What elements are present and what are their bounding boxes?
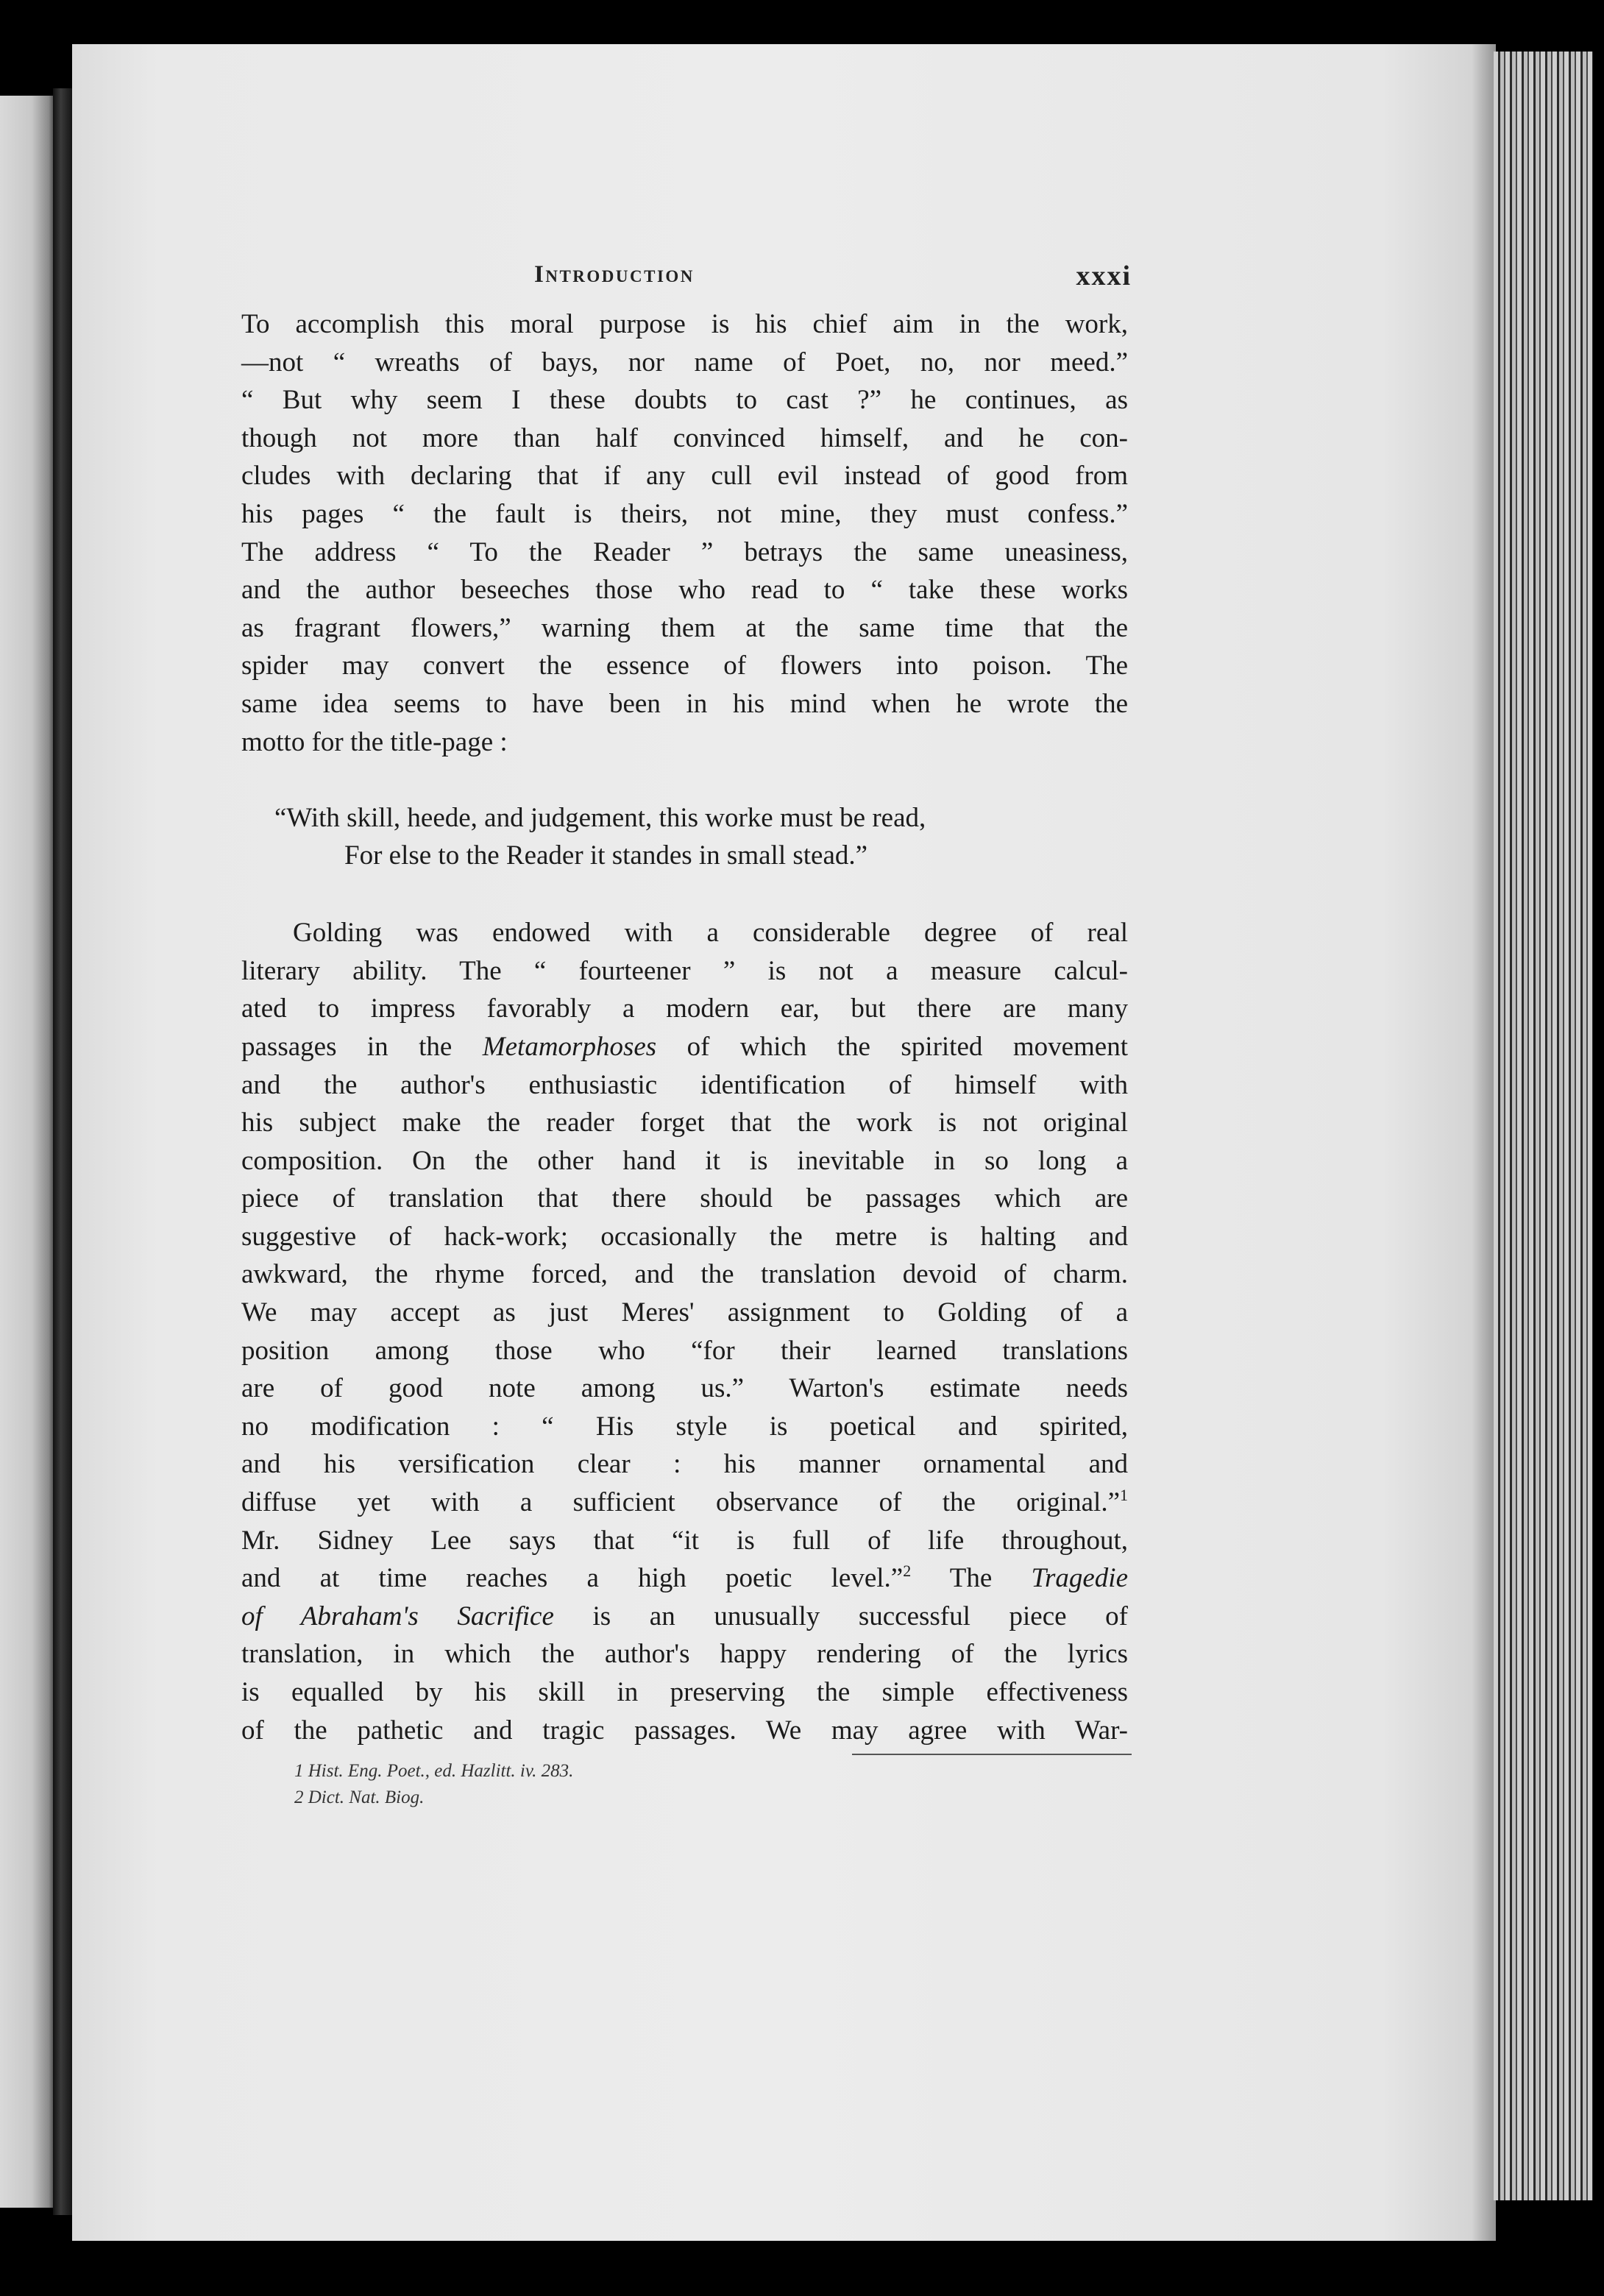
text-line: Golding was endowed with a considerable degree of real <box>293 918 1128 949</box>
text-line: no modification : “ His style is poetical and spirited, <box>241 1411 1128 1442</box>
text-line: Mr. Sidney Lee says that “it is full of life throughout, <box>241 1525 1128 1556</box>
text-line <box>241 1484 1128 1522</box>
work-title: Tragedie <box>1031 1563 1129 1594</box>
verse-line: For else to the Reader it standes in small stead.” <box>344 840 868 871</box>
text-line <box>241 1028 1128 1066</box>
text-line: spider may convert the essence of flowers into poison. The <box>241 651 1128 681</box>
text-line: “ But why seem I these doubts to cast ?” he continues, as <box>241 385 1128 416</box>
footnote-ref: 1 <box>1120 1486 1128 1505</box>
text-line: To accomplish this moral purpose is his chief aim in the work, <box>241 309 1128 339</box>
text-line: literary ability. The “ fourteener ” is not a measure calcul- <box>241 955 1128 986</box>
text-line: —not “ wreaths of bays, nor name of Poet, no, nor meed.” <box>241 347 1128 378</box>
text-line: of the pathetic and tragic passages. We may agree with War- <box>241 1715 1128 1746</box>
text-line: is equalled by his skill in preserving the simple effectiveness <box>241 1677 1128 1707</box>
text-line: though not more than half convinced himself, and he con- <box>241 422 1128 453</box>
text-line: as fragrant flowers,” warning them at the same time that the <box>241 612 1128 643</box>
paragraph-1 <box>241 305 1128 761</box>
text-line: position among those who “for their learned translations <box>241 1335 1128 1366</box>
text-line: same idea seems to have been in his mind when he wrote the <box>241 688 1128 719</box>
page-number: xxxi <box>1076 261 1132 291</box>
text-line: awkward, the rhyme forced, and the translation devoid of charm. <box>241 1259 1128 1290</box>
text-line: his subject make the reader forget that the work is not original <box>241 1108 1128 1138</box>
text-line: We may accept as just Meres' assignment to Golding of a <box>241 1297 1128 1328</box>
footnote-text: Dict. Nat. Biog. <box>308 1787 425 1808</box>
text-line: ated to impress favorably a modern ear, but there are many <box>241 993 1128 1024</box>
text-line: are of good note among us.” Warton's estimate needs <box>241 1373 1128 1404</box>
text-line: and the author's enthusiastic identification of himself with <box>241 1069 1128 1100</box>
page-stack-edge <box>1494 52 1593 2200</box>
text-line: and his versification clear : his manner ornamental and <box>241 1449 1128 1480</box>
text-fragment: is an unusually successful piece of <box>592 1601 1129 1631</box>
text-line: cludes with declaring that if any cull evil instead of good from <box>241 461 1128 492</box>
footnote-divider <box>852 1754 1132 1755</box>
text-line: motto for the title-page : <box>241 726 508 757</box>
text-fragment: passages in the <box>241 1031 453 1062</box>
text-line: piece of translation that there should be passages which are <box>241 1183 1128 1214</box>
running-head <box>241 261 1132 305</box>
previous-page-edge <box>0 96 57 2208</box>
book-gutter <box>53 88 72 2215</box>
text-line: The address “ To the Reader ” betrays the same uneasiness, <box>241 536 1128 567</box>
verse-quote <box>241 799 1128 874</box>
footnotes <box>294 1758 1128 1811</box>
text-line: composition. On the other hand it is inevitable in so long a <box>241 1145 1128 1176</box>
running-head-title: Introduction <box>534 261 695 288</box>
text-line <box>241 1559 1128 1598</box>
footnote-text: Hist. Eng. Poet., ed. Hazlitt. iv. 283. <box>308 1761 574 1782</box>
text-fragment: and at time reaches a high poetic level.” <box>241 1563 904 1594</box>
verse-line: “With skill, heede, and judgement, this worke must be read, <box>274 803 926 834</box>
footnote <box>294 1785 1128 1811</box>
text-line: suggestive of hack-work; occasionally the metre is halting and <box>241 1221 1128 1252</box>
text-fragment: The <box>911 1563 993 1594</box>
footnote-number: 1 <box>294 1761 304 1782</box>
text-line: his pages “ the fault is theirs, not mine, they must confess.” <box>241 498 1128 529</box>
page-content <box>241 261 1132 1811</box>
footnote <box>294 1758 1128 1785</box>
text-line: and the author beseeches those who read to “ take these works <box>241 575 1128 606</box>
footnote-number: 2 <box>294 1787 304 1808</box>
text-fragment: of which the spirited movement <box>686 1031 1129 1062</box>
paragraph-2 <box>241 914 1128 1749</box>
text-line <box>241 1598 1128 1636</box>
text-fragment: diffuse yet with a sufficient observance of the original.” <box>241 1487 1120 1518</box>
work-title: of Abraham's Sacrifice <box>241 1601 554 1631</box>
text-line: translation, in which the author's happy rendering of the lyrics <box>241 1639 1128 1670</box>
footnote-ref: 2 <box>903 1562 912 1581</box>
work-title: Metamorphoses <box>482 1031 657 1062</box>
